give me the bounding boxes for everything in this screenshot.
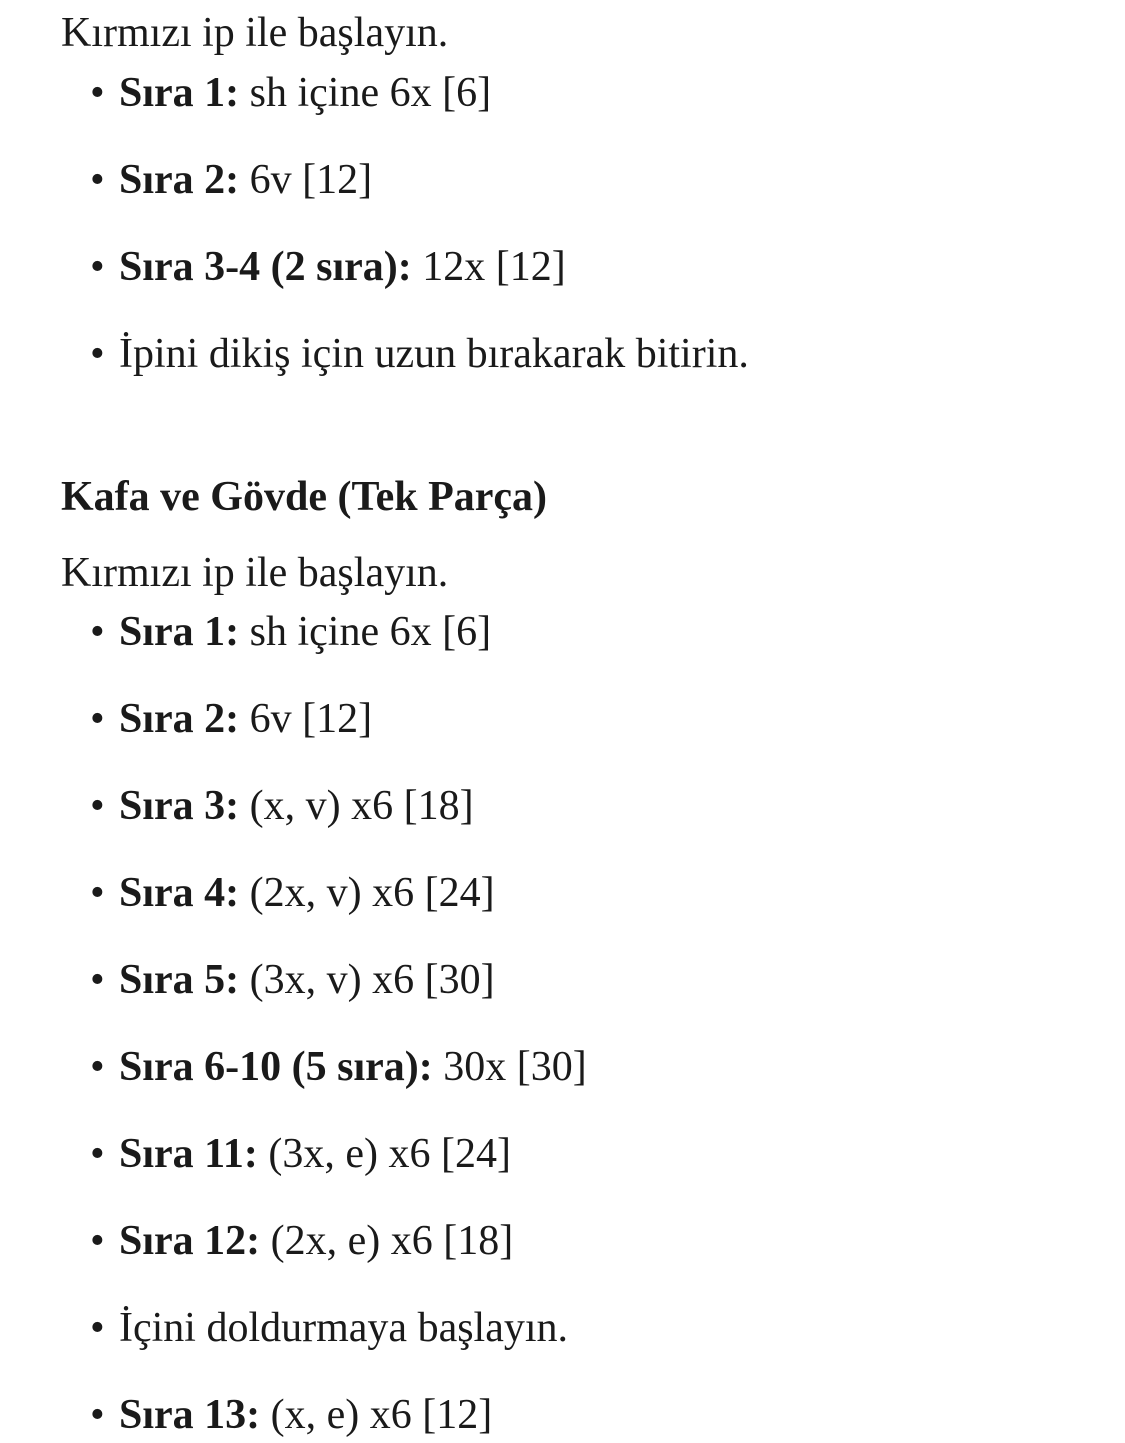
section-heading: Kafa ve Gövde (Tek Parça) bbox=[61, 474, 548, 520]
list-item bbox=[90, 1216, 513, 1266]
bullet-icon: • bbox=[90, 696, 105, 742]
section1-intro: Kırmızı ip ile başlayın. bbox=[61, 10, 449, 56]
list-item bbox=[90, 694, 372, 744]
bullet-icon: • bbox=[90, 957, 105, 1003]
bullet-icon: • bbox=[90, 1305, 105, 1351]
list-item bbox=[90, 1042, 587, 1092]
row-text: (x, e) x6 [12] bbox=[260, 1392, 493, 1438]
row-text: 12x [12] bbox=[411, 244, 566, 290]
row-text: (2x, v) x6 [24] bbox=[239, 870, 495, 916]
row-label: Sıra 2: bbox=[119, 157, 240, 203]
bullet-icon: • bbox=[90, 244, 105, 290]
list-item bbox=[90, 955, 495, 1005]
bullet-icon: • bbox=[90, 609, 105, 655]
row-label: Sıra 13: bbox=[119, 1392, 261, 1438]
row-label: Sıra 3-4 (2 sıra): bbox=[119, 244, 412, 290]
row-label: Sıra 3: bbox=[119, 783, 240, 829]
row-label: Sıra 5: bbox=[119, 957, 240, 1003]
row-label: Sıra 2: bbox=[119, 696, 240, 742]
row-text: 6v [12] bbox=[239, 696, 373, 742]
list-item bbox=[90, 242, 566, 292]
list-item bbox=[90, 868, 495, 918]
list-item bbox=[90, 329, 749, 379]
row-text: (2x, e) x6 [18] bbox=[260, 1218, 514, 1264]
list-item bbox=[90, 155, 372, 205]
row-text: (x, v) x6 [18] bbox=[239, 783, 474, 829]
bullet-icon: • bbox=[90, 783, 105, 829]
bullet-icon: • bbox=[90, 1392, 105, 1438]
row-text: 6v [12] bbox=[239, 157, 373, 203]
bullet-icon: • bbox=[90, 70, 105, 116]
list-item bbox=[90, 607, 491, 657]
list-item bbox=[90, 1129, 511, 1179]
list-item bbox=[90, 1390, 492, 1440]
row-text: İçini doldurmaya başlayın. bbox=[119, 1305, 569, 1351]
row-text: sh içine 6x [6] bbox=[239, 609, 492, 655]
row-label: Sıra 11: bbox=[119, 1131, 258, 1177]
bullet-icon: • bbox=[90, 331, 105, 377]
bullet-icon: • bbox=[90, 1218, 105, 1264]
bullet-icon: • bbox=[90, 870, 105, 916]
bullet-icon: • bbox=[90, 157, 105, 203]
bullet-icon: • bbox=[90, 1131, 105, 1177]
row-label: Sıra 12: bbox=[119, 1218, 261, 1264]
row-label: Sıra 1: bbox=[119, 609, 240, 655]
row-label: Sıra 6-10 (5 sıra): bbox=[119, 1044, 433, 1090]
row-label: Sıra 1: bbox=[119, 70, 240, 116]
row-text: İpini dikiş için uzun bırakarak bitirin. bbox=[119, 331, 749, 377]
row-text: 30x [30] bbox=[432, 1044, 587, 1090]
row-text: (3x, v) x6 [30] bbox=[239, 957, 495, 1003]
row-text: (3x, e) x6 [24] bbox=[257, 1131, 511, 1177]
bullet-icon: • bbox=[90, 1044, 105, 1090]
list-item bbox=[90, 1303, 568, 1353]
list-item bbox=[90, 781, 474, 831]
row-label: Sıra 4: bbox=[119, 870, 240, 916]
section2-intro: Kırmızı ip ile başlayın. bbox=[61, 550, 449, 596]
list-item bbox=[90, 68, 491, 118]
row-text: sh içine 6x [6] bbox=[239, 70, 492, 116]
